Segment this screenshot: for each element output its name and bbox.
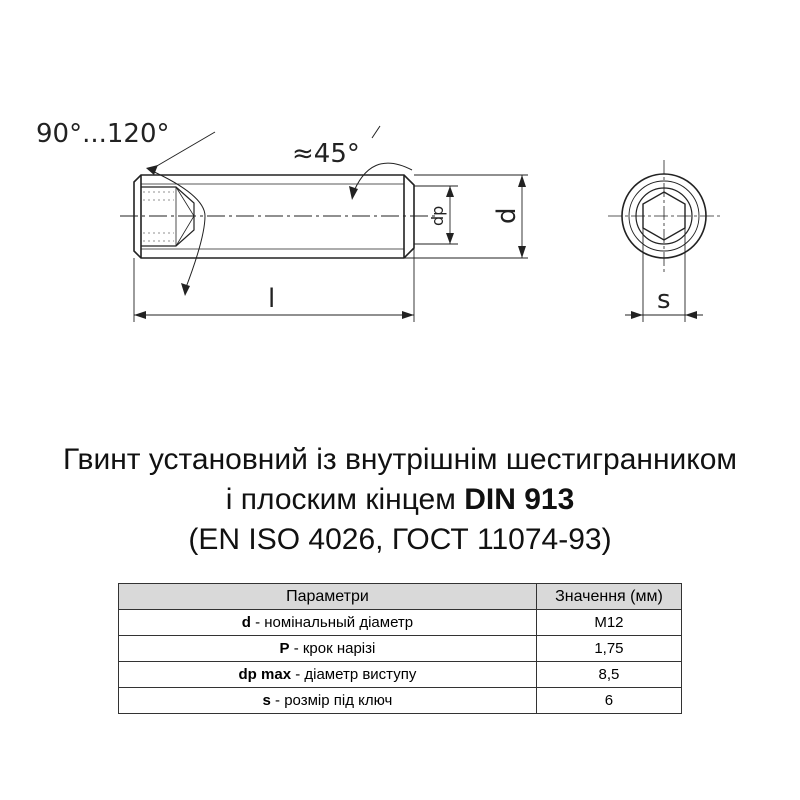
header-param: Параметри	[119, 584, 537, 610]
param-desc: - розмір під ключ	[270, 692, 393, 709]
param-symbol: P	[279, 640, 290, 657]
value-cell: 8,5	[536, 662, 681, 688]
title-line-3: (EN ISO 4026, ГОСТ 11074-93)	[188, 523, 612, 556]
title-line-2	[0, 480, 800, 520]
param-symbol: dp max	[238, 666, 292, 683]
param-cell	[119, 610, 537, 636]
table-header-row	[119, 584, 682, 610]
dp-label: dp	[428, 205, 447, 226]
param-desc: - номінальный діаметр	[250, 614, 414, 631]
value-cell: 6	[536, 688, 681, 714]
title-line-1: Гвинт установний із внутрішнім шестигранником	[62, 443, 738, 476]
param-desc: - діаметр виступу	[291, 666, 417, 683]
table-row	[119, 688, 682, 714]
param-cell	[119, 688, 537, 714]
param-cell	[119, 662, 537, 688]
table-row	[119, 662, 682, 688]
table-row	[119, 636, 682, 662]
angle-label: 90°...120°	[36, 119, 170, 149]
param-cell	[119, 636, 537, 662]
chamfer-label: ≈45°	[292, 139, 360, 169]
standard-name: DIN 913	[464, 483, 575, 516]
param-symbol: d	[241, 614, 251, 631]
d-label: d	[492, 207, 522, 224]
hex-socket-section	[141, 187, 194, 246]
product-title	[0, 440, 800, 560]
spec-table	[118, 583, 682, 714]
param-desc: - крок нарізі	[289, 640, 376, 657]
header-value: Значення (мм)	[536, 584, 681, 610]
table-row	[119, 610, 682, 636]
param-symbol: s	[262, 692, 271, 709]
title-line-2-prefix: і плоским кінцем	[225, 483, 465, 516]
s-label: s	[657, 285, 671, 315]
value-cell: M12	[536, 610, 681, 636]
l-label: l	[268, 284, 276, 314]
value-cell: 1,75	[536, 636, 681, 662]
